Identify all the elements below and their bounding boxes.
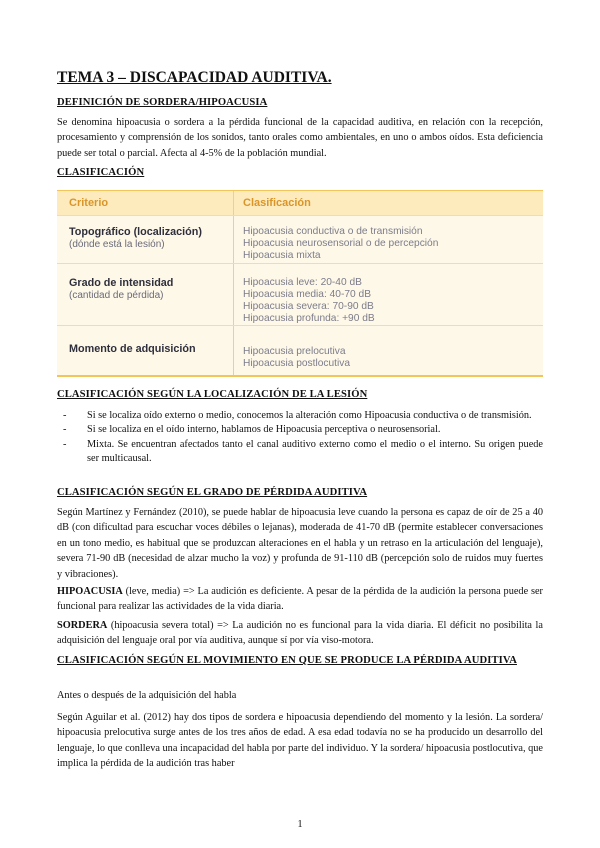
table-cell-item: Hipoacusia neurosensorial o de percepción [243, 238, 439, 249]
table-row-criterio: Topográfico (localización) [69, 226, 202, 238]
paragraph-movimiento-intro: Antes o después de la adquisición del habla [57, 690, 237, 701]
paragraph-grado: Según Martínez y Fernández (2010), se puede hablar de hipoacusia leve cuando la persona es capaz de oír de 25 a 40 dB (con dificultad para escuchar voces débiles o lejanas), moderada de 41-70 dB (permite establecer conversaciones en un tono medio, es habitual que se produzcan alteraciones en el habla y un retraso en la articulación del lenguaje), severa 71-90 dB (necesidad de alzar mucho la voz) y profunda de 91-110 dB (percepción solo de ruidos muy fuertes y vibraciones). [57, 507, 543, 580]
table-row-criterio: Grado de intensidad [69, 277, 174, 289]
page-title: TEMA 3 – DISCAPACIDAD AUDITIVA. [57, 69, 332, 86]
list-item: - Si se localiza en el oído interno, hablamos de Hipoacusia perceptiva o neurosensorial. [63, 424, 441, 436]
table-row-sub: (cantidad de pérdida) [69, 290, 164, 301]
heading-movimiento: CLASIFICACIÓN SEGÚN EL MOVIMIENTO EN QUE SE PRODUCE LA PÉRDIDA AUDITIVA [57, 655, 517, 666]
paragraph-sordera: SORDERA (hipoacusia severa total) => La audición no es funcional para la vida diaria. El déficit no posibilita la adquisición del lenguaje oral por vía auditiva, aunque sí por vía viso-motora. [57, 620, 543, 647]
table-cell-item: Hipoacusia prelocutiva [243, 346, 346, 357]
table-cell-item: Hipoacusia mixta [243, 250, 321, 261]
page-number: 1 [297, 819, 303, 830]
table-header-clasificacion: Clasificación [243, 197, 311, 209]
heading-grado: CLASIFICACIÓN SEGÚN EL GRADO DE PÉRDIDA AUDITIVA [57, 487, 368, 498]
table-cell-item: Hipoacusia profunda: +90 dB [243, 313, 375, 324]
paragraph-definicion: Se denomina hipoacusia o sordera a la pérdida funcional de la capacidad auditiva, en relación con la recepción, procesamiento y comprensión de los sonidos, tanto orales como ambientales, en uno o ambos oídos. Esta deficiencia puede ser total o parcial. Afecta al 4-5% de la población mundial. [57, 117, 543, 159]
table-row-sub: (dónde está la lesión) [69, 239, 165, 250]
table-cell-item: Hipoacusia leve: 20-40 dB [243, 277, 362, 288]
heading-definicion: DEFINICIÓN DE SORDERA/HIPOACUSIA [57, 97, 268, 108]
table-cell-item: Hipoacusia conductiva o de transmisión [243, 226, 423, 237]
heading-localizacion: CLASIFICACIÓN SEGÚN LA LOCALIZACIÓN DE LA LESIÓN [57, 389, 368, 400]
table-row-criterio: Momento de adquisición [69, 343, 196, 355]
paragraph-movimiento: Según Aguilar et al. (2012) hay dos tipos de sordera e hipoacusia dependiendo del momento y la lesión. La sordera/ hipoacusia prelocutiva surge antes de los tres años de edad. A esa edad todavía no se ha producido un desarrollo del lenguaje, lo que conlleva una incapacidad del habla por parte del individuo. Y la sordera/ hipoacusia postlocutiva, que implica la pérdida de la audición tras haber [57, 712, 543, 770]
table-cell-item: Hipoacusia postlocutiva [243, 358, 351, 369]
table-header-criterio: Criterio [69, 197, 109, 209]
paragraph-hipoacusia: HIPOACUSIA (leve, media) => La audición es deficiente. A pesar de la pérdida de la audición la persona puede ser funcional para realizar las actividades de la vida diaria. [57, 586, 543, 613]
heading-clasificacion: CLASIFICACIÓN [57, 167, 145, 178]
table-cell-item: Hipoacusia severa: 70-90 dB [243, 301, 374, 312]
classification-table [57, 190, 543, 377]
list-item: - Si se localiza oído externo o medio, conocemos la alteración como Hipoacusia conductiva o de transmisión. [63, 410, 532, 421]
list-item: - Mixta. Se encuentran afectados tanto el canal auditivo externo como el medio o el interno. Su origen puede ser multicausal. [63, 438, 543, 464]
localizacion-list [57, 409, 543, 466]
table-cell-item: Hipoacusia media: 40-70 dB [243, 289, 371, 300]
